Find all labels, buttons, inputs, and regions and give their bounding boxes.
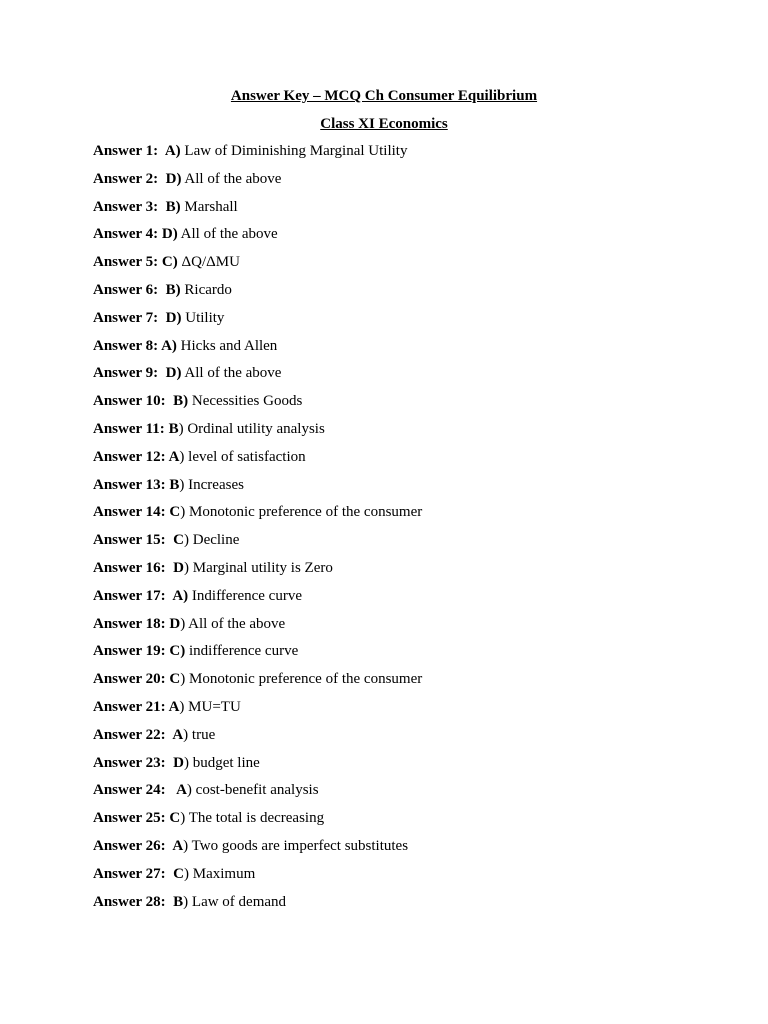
answer-option-letter: C	[173, 865, 184, 882]
answer-option-letter: C	[169, 671, 181, 688]
answer-number-label: Answer 21:	[93, 698, 169, 715]
answer-text: Utility	[181, 309, 225, 326]
answer-item	[93, 281, 422, 309]
answer-item	[93, 698, 422, 726]
answer-option-paren: )	[183, 754, 189, 771]
answer-option-paren: )	[183, 726, 189, 743]
answer-number-label: Answer 4:	[93, 226, 162, 243]
answer-option-letter: D	[173, 754, 184, 771]
answer-text: MU=TU	[184, 698, 241, 715]
answer-option-paren: )	[179, 698, 185, 715]
answer-option	[162, 226, 178, 242]
answer-text: Indifference curve	[188, 587, 302, 604]
answer-option-paren: )	[175, 281, 181, 298]
answer-option-letter: D	[169, 615, 181, 632]
answer-option-paren: )	[176, 365, 182, 382]
answer-option-paren: )	[183, 559, 189, 576]
answer-option-letter: B	[173, 893, 184, 910]
answer-option	[162, 254, 178, 270]
answer-number-label: Answer 2:	[93, 170, 166, 187]
answer-item	[93, 309, 422, 337]
answer-option	[169, 616, 185, 632]
answer-text: true	[188, 726, 216, 743]
answer-option	[169, 643, 185, 659]
answer-option-letter: B	[165, 281, 176, 298]
answer-option-paren: )	[183, 865, 189, 882]
answer-option-paren: )	[183, 587, 189, 604]
answer-item	[93, 615, 422, 643]
answer-item	[93, 476, 422, 504]
answer-option-paren: )	[176, 170, 182, 187]
answer-option	[169, 699, 185, 715]
answer-option	[166, 310, 182, 326]
answer-item	[93, 198, 422, 226]
answer-number-label: Answer 11:	[93, 420, 169, 437]
answer-option-letter: B	[165, 198, 176, 215]
answer-number-label: Answer 6:	[93, 281, 166, 298]
answer-text: Maximum	[188, 865, 256, 882]
answer-text: Law of demand	[188, 893, 287, 910]
answer-item	[93, 364, 422, 392]
answer-text: Increases	[184, 476, 244, 493]
answer-text: indifference curve	[185, 643, 299, 660]
answer-number-label: Answer 3:	[93, 198, 166, 215]
answer-option-letter: B	[168, 420, 179, 437]
answer-number-label: Answer 1:	[93, 143, 165, 159]
answer-number-label: Answer 18:	[93, 615, 170, 632]
answer-option	[166, 171, 182, 187]
answer-item	[93, 420, 422, 448]
answer-option-letter: D	[165, 170, 177, 187]
answer-option	[173, 393, 188, 409]
answer-option-paren: )	[178, 420, 184, 437]
answer-option	[161, 338, 177, 354]
answer-number-label: Answer 23:	[93, 754, 174, 771]
answer-option-letter: C	[173, 532, 184, 549]
answer-option	[165, 143, 181, 159]
answer-option-paren: )	[183, 393, 189, 410]
answer-item	[93, 754, 422, 782]
answer-option-letter: A	[176, 782, 187, 799]
answer-option-letter: A	[168, 448, 180, 465]
answer-option	[166, 282, 181, 298]
answer-option	[172, 838, 188, 854]
answer-item	[93, 587, 422, 615]
answer-option	[176, 782, 192, 798]
answer-option-paren: )	[172, 226, 178, 243]
answer-item	[93, 893, 422, 921]
answer-option	[166, 365, 182, 381]
answer-number-label: Answer 14:	[93, 504, 170, 521]
answer-item	[93, 809, 422, 837]
answer-option-paren: )	[175, 198, 181, 215]
answer-number-label: Answer 17:	[93, 587, 173, 604]
answer-option	[166, 199, 181, 215]
answer-option-letter: A	[172, 587, 184, 604]
answer-text: Decline	[188, 532, 240, 549]
answer-option	[169, 421, 184, 437]
answer-option-paren: )	[180, 504, 186, 521]
answer-item	[93, 225, 422, 253]
answer-option-letter: D	[165, 365, 177, 382]
answer-item	[93, 781, 422, 809]
answer-option-letter: D	[165, 309, 177, 326]
answer-option-paren: )	[180, 615, 186, 632]
answer-text: budget line	[188, 754, 260, 771]
answer-option-paren: )	[183, 893, 189, 910]
answer-number-label: Answer 9:	[93, 365, 166, 382]
answer-text: All of the above	[177, 226, 278, 243]
answer-option-letter: C	[169, 810, 181, 827]
answer-item	[93, 392, 422, 420]
answer-text: Ordinal utility analysis	[183, 420, 325, 437]
answer-text: Marginal utility is Zero	[188, 559, 333, 576]
answer-option	[169, 810, 185, 826]
answer-item	[93, 253, 422, 281]
answer-option-paren: )	[179, 476, 185, 493]
answer-number-label: Answer 19:	[93, 643, 170, 660]
answer-option-paren: )	[186, 782, 192, 799]
answer-item	[93, 642, 422, 670]
answer-item	[93, 837, 422, 865]
answer-number-label: Answer 10:	[93, 393, 174, 410]
answer-item	[93, 670, 422, 698]
answer-option	[169, 671, 185, 687]
answer-text: level of satisfaction	[184, 448, 306, 465]
answer-option-letter: A	[172, 837, 184, 854]
answer-item	[93, 503, 422, 531]
answer-text: All of the above	[181, 365, 282, 382]
answer-number-label: Answer 26:	[93, 837, 173, 854]
answer-item	[93, 337, 422, 365]
answer-number-label: Answer 27:	[93, 865, 174, 882]
answer-item	[93, 531, 422, 559]
answer-number-label: Answer 12:	[93, 448, 169, 465]
answer-option	[173, 894, 188, 910]
answer-text: cost-benefit analysis	[191, 782, 319, 799]
answer-text: ΔQ/ΔMU	[177, 254, 240, 271]
answer-option-paren: )	[180, 810, 186, 827]
answer-option-paren: )	[172, 254, 178, 271]
answer-number-label: Answer 25:	[93, 810, 170, 827]
answer-text: Necessities Goods	[188, 393, 303, 410]
answer-option-letter: C	[169, 643, 181, 660]
answer-option-paren: )	[175, 143, 181, 159]
answer-item	[93, 448, 422, 476]
answer-number-label: Answer 8:	[93, 337, 162, 354]
answer-option-letter: D	[161, 226, 173, 243]
answer-item	[93, 726, 422, 754]
answer-number-label: Answer 15:	[93, 532, 174, 549]
answer-option	[173, 532, 189, 548]
answer-text: Hicks and Allen	[176, 337, 278, 354]
answer-text: Law of Diminishing Marginal Utility	[180, 143, 408, 159]
answer-option-letter: C	[161, 254, 173, 271]
document-subtitle: Class XI Economics	[320, 116, 448, 132]
answer-text: All of the above	[185, 615, 286, 632]
answer-text: Monotonic preference of the consumer	[185, 671, 423, 688]
answer-option-letter: A	[164, 143, 176, 159]
answer-option-letter: D	[173, 559, 184, 576]
answer-text: The total is decreasing	[185, 810, 325, 827]
answer-option	[173, 866, 189, 882]
answer-number-label: Answer 13:	[93, 476, 170, 493]
answer-option	[172, 727, 188, 743]
answer-text: Monotonic preference of the consumer	[185, 504, 423, 521]
answer-option	[169, 449, 185, 465]
answer-text: Marshall	[180, 198, 238, 215]
answer-option	[169, 504, 185, 520]
answer-text: Ricardo	[180, 281, 232, 298]
answer-option	[172, 588, 188, 604]
answer-item	[93, 170, 422, 198]
answer-item	[93, 142, 422, 170]
answer-option-paren: )	[183, 532, 189, 549]
answer-item	[93, 559, 422, 587]
answer-option-paren: )	[179, 448, 185, 465]
answer-option-letter: B	[173, 393, 184, 410]
answer-list	[93, 142, 422, 920]
answer-number-label: Answer 24:	[93, 782, 177, 799]
answer-option	[173, 560, 189, 576]
answer-number-label: Answer 20:	[93, 671, 170, 688]
answer-number-label: Answer 5:	[93, 254, 162, 271]
answer-option-letter: A	[168, 698, 180, 715]
answer-item	[93, 865, 422, 893]
answer-number-label: Answer 16:	[93, 559, 174, 576]
answer-option-paren: )	[176, 309, 182, 326]
answer-option-paren: )	[171, 337, 177, 354]
answer-option-letter: C	[169, 504, 181, 521]
answer-text: Two goods are imperfect substitutes	[188, 837, 409, 854]
answer-option-letter: A	[172, 726, 184, 743]
answer-option-paren: )	[183, 837, 189, 854]
answer-number-label: Answer 7:	[93, 309, 166, 326]
answer-text: All of the above	[181, 170, 282, 187]
document-title: Answer Key – MCQ Ch Consumer Equilibrium	[230, 88, 538, 104]
answer-option	[173, 755, 189, 771]
answer-option-letter: A	[161, 337, 172, 354]
answer-option-paren: )	[180, 671, 186, 688]
answer-number-label: Answer 22:	[93, 726, 173, 743]
answer-option	[169, 477, 184, 493]
answer-option-letter: B	[169, 476, 180, 493]
answer-number-label: Answer 28:	[93, 893, 174, 910]
answer-option-paren: )	[180, 643, 186, 660]
